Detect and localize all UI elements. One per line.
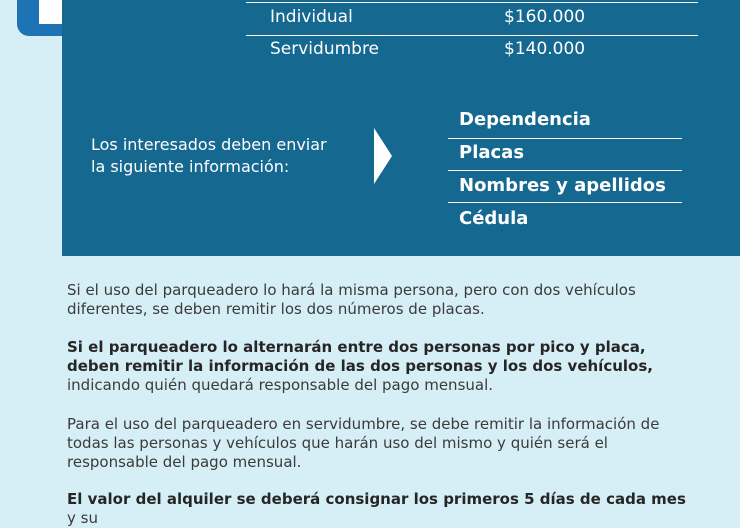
paragraph-bold-text: El valor del alquiler se deberá consignar los primeros 5 días de cada mes bbox=[67, 490, 686, 508]
paragraph-same-person: Si el uso del parqueadero lo hará la misma persona, pero con dos vehículos diferentes, se deben remitir los dos números de placas. bbox=[67, 281, 636, 318]
paragraph-alternate bbox=[67, 338, 687, 395]
requirement-label: Dependencia bbox=[459, 109, 591, 130]
price-value: $160.000 bbox=[504, 7, 586, 27]
paragraph-text: indicando quién quedará responsable del pago mensual. bbox=[67, 376, 494, 394]
paragraph-text: y su bbox=[67, 509, 98, 527]
requirement-item bbox=[448, 203, 682, 235]
info-line: Los interesados deben enviar bbox=[91, 135, 327, 154]
info-line: la siguiente información: bbox=[91, 157, 290, 176]
price-row bbox=[246, 1, 698, 33]
info-instructions bbox=[91, 134, 376, 178]
price-row bbox=[246, 33, 698, 65]
paragraph-payment bbox=[67, 490, 687, 528]
price-value: $140.000 bbox=[504, 39, 586, 59]
requirement-label: Placas bbox=[459, 142, 525, 163]
requirement-label: Cédula bbox=[459, 208, 529, 229]
requirement-item bbox=[448, 137, 682, 169]
chevron-right-icon bbox=[374, 128, 392, 184]
paragraph-bold-text: Si el parqueadero lo alternarán entre dos personas por pico y placa, deben remitir la información de las dos personas y los dos vehículos, bbox=[67, 338, 653, 375]
paragraph-servidumbre: Para el uso del parqueadero en servidumbre, se debe remitir la información de todas las personas y vehículos que harán uso del mismo y quién será el responsable del pago mensual. bbox=[67, 415, 660, 471]
requirement-item bbox=[448, 104, 682, 136]
price-label: Individual bbox=[270, 7, 353, 27]
requirement-item bbox=[448, 170, 682, 202]
requirement-label: Nombres y apellidos bbox=[459, 175, 666, 196]
price-label: Servidumbre bbox=[270, 39, 380, 59]
